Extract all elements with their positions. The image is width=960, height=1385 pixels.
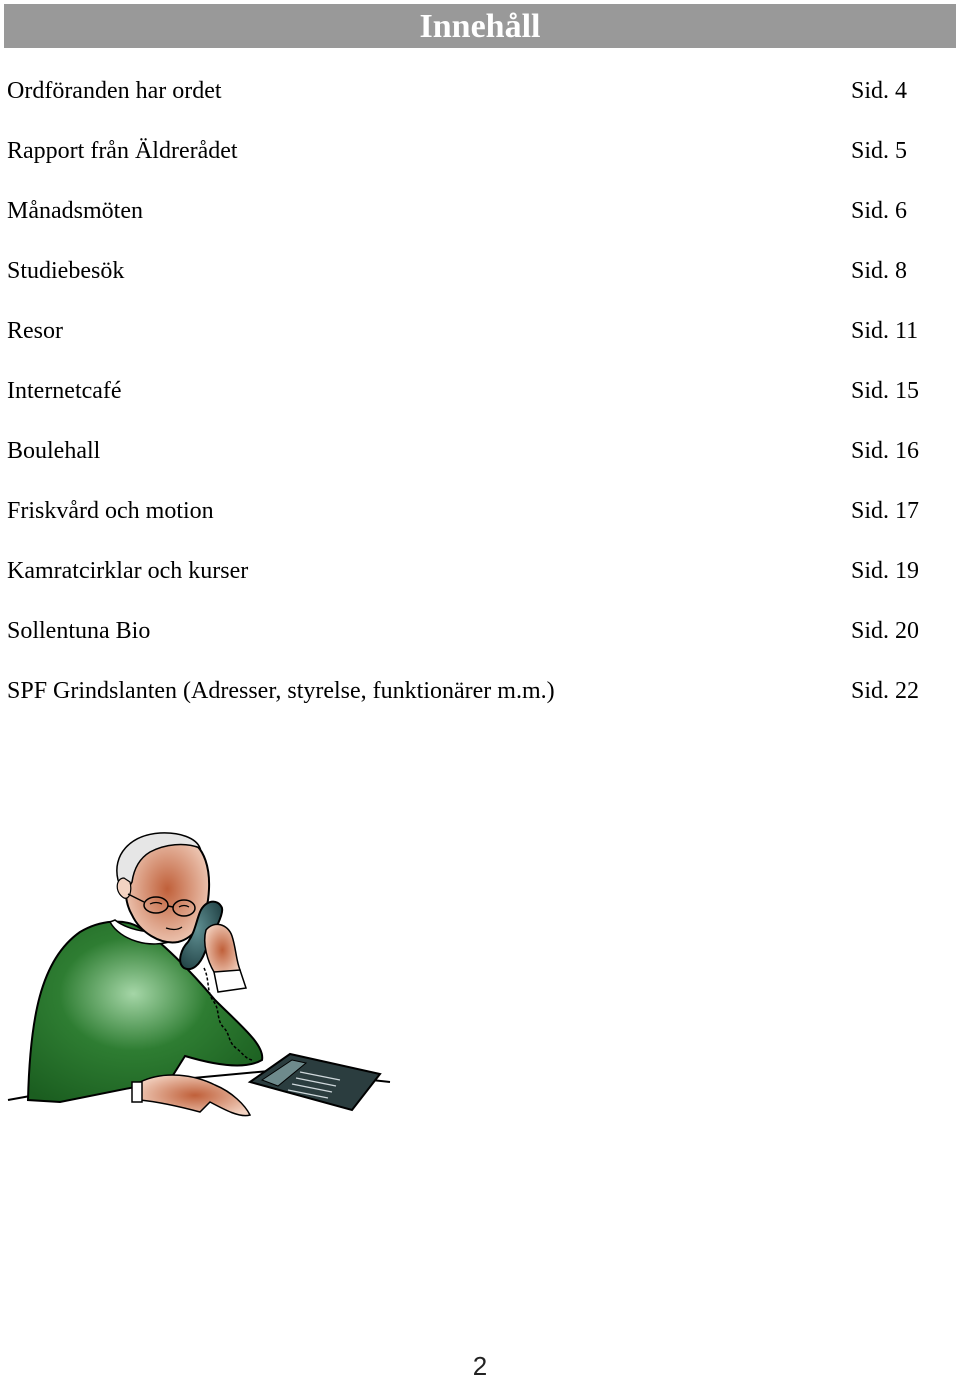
table-of-contents bbox=[7, 72, 947, 732]
toc-entry-title: Sollentuna Bio bbox=[7, 618, 151, 644]
toc-entry-page: Sid. 16 bbox=[851, 438, 920, 464]
man-on-telephone-icon bbox=[0, 820, 400, 1140]
toc-entry-title: SPF Grindslanten (Adresser, styrelse, funktionärer m.m.) bbox=[7, 678, 555, 704]
toc-row bbox=[7, 132, 947, 192]
toc-row bbox=[7, 612, 947, 672]
toc-entry-page: Sid. 22 bbox=[851, 678, 920, 704]
toc-row bbox=[7, 492, 947, 552]
toc-entry-page: Sid. 11 bbox=[851, 318, 919, 344]
toc-entry-title: Internetcafé bbox=[7, 378, 122, 404]
toc-row bbox=[7, 672, 947, 732]
toc-row bbox=[7, 252, 947, 312]
toc-entry-page: Sid. 6 bbox=[851, 198, 908, 224]
toc-entry-title: Kamratcirklar och kurser bbox=[7, 558, 249, 584]
page-title: Innehåll bbox=[419, 8, 541, 45]
toc-entry-page: Sid. 4 bbox=[851, 78, 908, 104]
toc-entry-title: Rapport från Äldrerådet bbox=[7, 138, 238, 164]
toc-entry-page: Sid. 8 bbox=[851, 258, 908, 284]
toc-row bbox=[7, 192, 947, 252]
toc-row bbox=[7, 72, 947, 132]
toc-row bbox=[7, 432, 947, 492]
toc-entry-title: Resor bbox=[7, 318, 63, 344]
toc-row bbox=[7, 312, 947, 372]
toc-entry-page: Sid. 15 bbox=[851, 378, 920, 404]
toc-row bbox=[7, 372, 947, 432]
toc-entry-page: Sid. 20 bbox=[851, 618, 920, 644]
header-bar bbox=[4, 4, 956, 48]
toc-entry-page: Sid. 19 bbox=[851, 558, 920, 584]
toc-entry-page: Sid. 17 bbox=[851, 498, 920, 524]
toc-entry-title: Studiebesök bbox=[7, 258, 125, 284]
page-number: 2 bbox=[472, 1351, 488, 1381]
toc-entry-title: Månadsmöten bbox=[7, 198, 143, 224]
toc-entry-title: Friskvård och motion bbox=[7, 498, 214, 524]
toc-row bbox=[7, 552, 947, 612]
toc-entry-page: Sid. 5 bbox=[851, 138, 908, 164]
toc-entry-title: Boulehall bbox=[7, 438, 101, 464]
toc-entry-title: Ordföranden har ordet bbox=[7, 78, 222, 104]
